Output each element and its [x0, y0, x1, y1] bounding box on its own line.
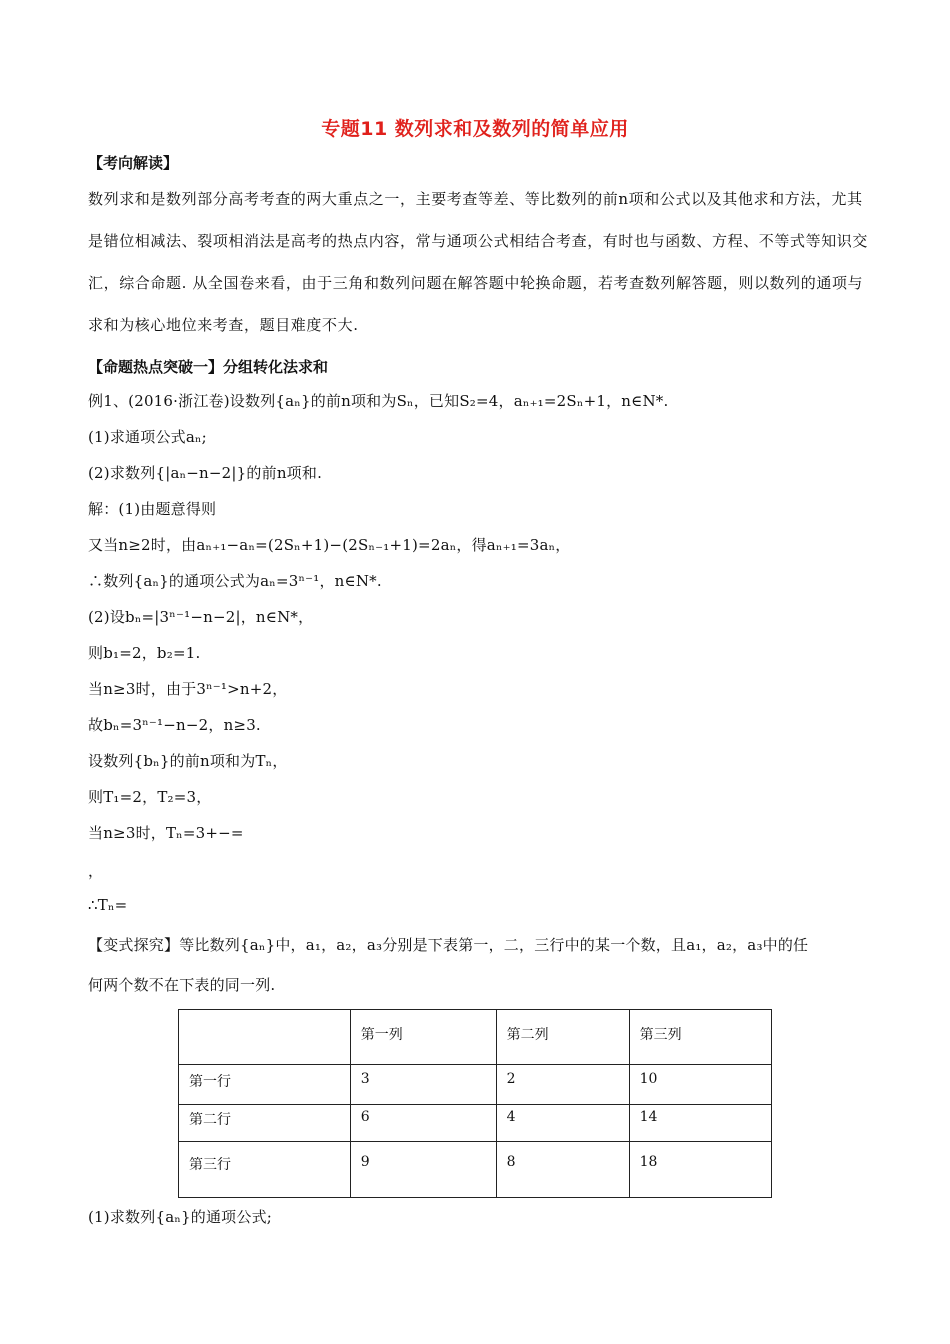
- table-header-cell: 第三列: [629, 1010, 771, 1065]
- table-cell: 2: [496, 1065, 629, 1105]
- variant-statement-cont: 何两个数不在下表的同一列.: [88, 976, 276, 994]
- final-question: (1)求数列{aₙ}的通项公式;: [88, 1208, 273, 1226]
- example-statement: 例1、(2016·浙江卷)设数列{aₙ}的前n项和为Sₙ，已知S₂=4，aₙ₊₁=2Sₙ+1，n∈N*.: [88, 392, 669, 410]
- table-cell: 9: [350, 1142, 496, 1198]
- table-cell: 第三行: [179, 1142, 351, 1198]
- table-cell: 6: [350, 1105, 496, 1142]
- solution-line: 设数列{bₙ}的前n项和为Tₙ，: [88, 752, 288, 770]
- table-row: [179, 1142, 772, 1198]
- solution-line: 当n≥3时，Tₙ=3+−=: [88, 824, 244, 842]
- table-cell: 第二行: [179, 1105, 351, 1142]
- table-cell: 第一行: [179, 1065, 351, 1105]
- question-2: (2)求数列{|aₙ−n−2|}的前n项和.: [88, 464, 323, 482]
- table-cell: 10: [629, 1065, 771, 1105]
- solution-line: 又当n≥2时，由aₙ₊₁−aₙ=(2Sₙ+1)−(2Sₙ₋₁+1)=2aₙ，得aₙ₊₁=3aₙ，: [88, 536, 571, 554]
- section-heading-hotspot: 【命题热点突破一】分组转化法求和: [88, 358, 329, 376]
- solution-line: 则b₁=2，b₂=1.: [88, 644, 201, 662]
- solution-line: ∴数列{aₙ}的通项公式为aₙ=3ⁿ⁻¹，n∈N*.: [88, 572, 382, 590]
- section-heading-kaoxiang: 【考向解读】: [88, 154, 179, 172]
- table-cell: 14: [629, 1105, 771, 1142]
- number-table: [178, 1009, 772, 1198]
- solution-line: ∴Tₙ=: [88, 896, 128, 914]
- table-cell: 4: [496, 1105, 629, 1142]
- table-header-cell: 第二列: [496, 1010, 629, 1065]
- solution-line: 当n≥3时，由于3ⁿ⁻¹>n+2，: [88, 680, 288, 698]
- intro-paragraph: 数列求和是数列部分高考考查的两大重点之一，主要考查等差、等比数列的前n项和公式以及其他求和方法，尤其是错位相减法、裂项相消法是高考的热点内容，常与通项公式相结合考查，有时也与函数、方程、不等式等知识交汇，综合命题. 从全国卷来看，由于三角和数列问题在解答题中轮换命题，若考查数列解答题，则以数列的通项与求和为核心地位来考查，题目难度不大.: [88, 190, 869, 334]
- table-cell: 3: [350, 1065, 496, 1105]
- table-row: [179, 1065, 772, 1105]
- table-header-cell: 第一列: [350, 1010, 496, 1065]
- table-header-row: [179, 1010, 772, 1065]
- solution-line: ，: [88, 862, 104, 880]
- table-cell: 8: [496, 1142, 629, 1198]
- table-cell: 18: [629, 1142, 771, 1198]
- table-row: [179, 1105, 772, 1142]
- solution-line: 故bₙ=3ⁿ⁻¹−n−2，n≥3.: [88, 716, 261, 734]
- variant-statement: 【变式探究】等比数列{aₙ}中，a₁，a₂，a₃分别是下表第一，二，三行中的某一个数，且a₁，a₂，a₃中的任: [88, 936, 809, 954]
- solution-start: 解：(1)由题意得则: [88, 500, 217, 518]
- question-1: (1)求通项公式aₙ;: [88, 428, 207, 446]
- table-header-cell: [179, 1010, 351, 1065]
- solution-line: (2)设bₙ=|3ⁿ⁻¹−n−2|，n∈N*，: [88, 608, 314, 626]
- page-title: 专题11 数列求和及数列的简单应用: [321, 118, 629, 140]
- solution-line: 则T₁=2，T₂=3，: [88, 788, 212, 806]
